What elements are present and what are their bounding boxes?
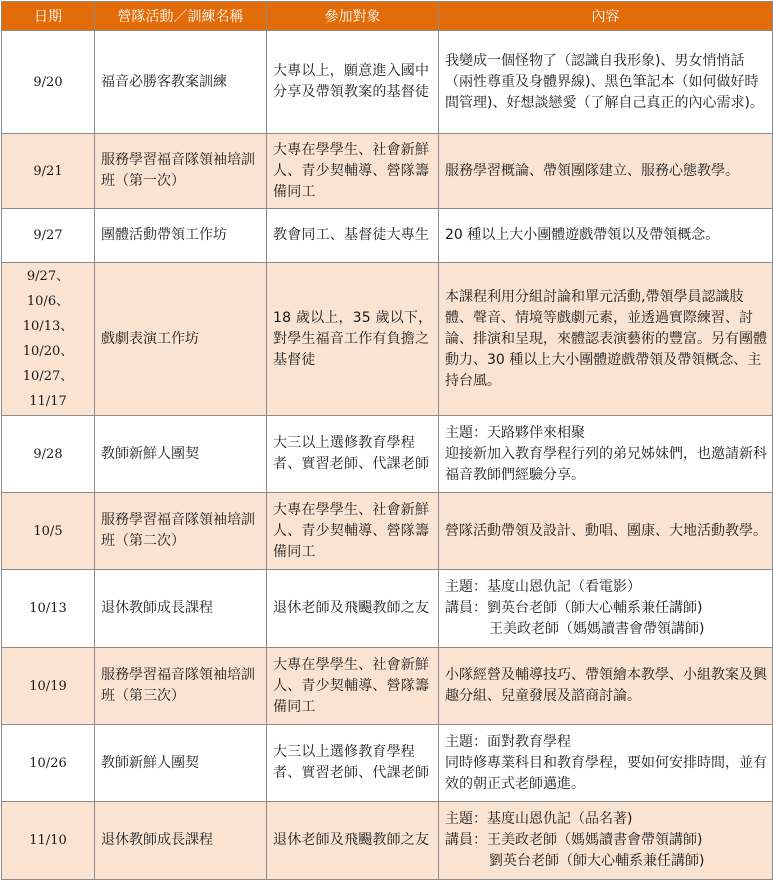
table-row	[2, 209, 773, 263]
content-line-indented: 劉英台老師（師大心輔系兼任講師)	[489, 853, 705, 869]
activity-name-cell: 退休教師成長課程	[95, 802, 267, 880]
date-text: 9/20	[33, 74, 63, 90]
content-line: 我變成一個怪物了（認識自我形象)、男女悄悄話（兩性尊重及身體界線)、黑色筆記本（如何做好時間管理)、好想談戀愛（了解自己真正的內心需求)。	[445, 52, 764, 111]
content-line: 20 種以上大小團體遊戲帶領以及帶領概念。	[445, 227, 720, 243]
content-cell	[439, 725, 773, 802]
target-cell: 大專在學學生、社會新鮮人、青少契輔導、營隊籌備同工	[267, 493, 439, 570]
activity-name-cell: 服務學習福音隊領袖培訓班（第三次）	[95, 648, 267, 725]
content-line: 主題：天路夥伴來相聚	[445, 424, 585, 441]
date-text: 11/17	[29, 394, 67, 409]
date-cell	[2, 209, 95, 263]
header-target: 參加對象	[267, 2, 439, 31]
date-cell	[2, 493, 95, 570]
content-line: 小隊經營及輔導技巧、帶領繪本教學、小組教案及興趣分組、兒童發展及諮商討論。	[445, 667, 767, 704]
date-text: 9/27	[33, 228, 63, 243]
date-cell	[2, 416, 95, 493]
date-text: 10/13	[29, 601, 67, 616]
date-cell	[2, 31, 95, 134]
table-row	[2, 31, 773, 134]
date-text: 9/21	[33, 163, 63, 179]
activity-name-cell: 團體活動帶領工作坊	[95, 209, 267, 263]
date-cell	[2, 570, 95, 648]
content-line: 營隊活動帶領及設計、動唱、團康、大地活動教學。	[445, 522, 767, 539]
date-cell	[2, 263, 95, 416]
table-row	[2, 802, 773, 880]
activity-name-cell: 福音必勝客教案訓練	[95, 31, 267, 134]
date-cell	[2, 134, 95, 209]
content-line: 迎接新加入教育學程行列的弟兄姊妹們，也邀請新科福音教師們經驗分享。	[445, 445, 767, 483]
content-cell	[439, 648, 773, 725]
table-row	[2, 493, 773, 570]
date-text: 9/28	[33, 446, 63, 462]
activity-name-cell: 服務學習福音隊領袖培訓班（第一次）	[95, 134, 267, 209]
activity-name-cell: 戲劇表演工作坊	[95, 263, 267, 416]
date-text: 10/5	[33, 523, 63, 539]
date-cell	[2, 725, 95, 802]
date-text: 10/13、	[22, 319, 74, 334]
date-text: 11/10	[29, 833, 67, 848]
date-cell	[2, 802, 95, 880]
activity-name-cell: 服務學習福音隊領袖培訓班（第二次）	[95, 493, 267, 570]
header-row	[2, 2, 773, 31]
content-cell	[439, 802, 773, 880]
content-line: 主題：基度山恩仇記（品名著)	[445, 811, 633, 827]
target-cell: 退休老師及飛颺教師之友	[267, 802, 439, 880]
content-line: 主題：面對教育學程	[445, 733, 571, 750]
table-row	[2, 263, 773, 416]
header-date: 日期	[2, 2, 95, 31]
activity-name-cell: 教師新鮮人團契	[95, 725, 267, 802]
date-text: 10/27、	[22, 369, 74, 384]
target-cell: 大專在學學生、社會新鮮人、青少契輔導、營隊籌備同工	[267, 648, 439, 725]
content-line: 講員：王美政老師（媽媽讀書會帶領講師)	[445, 832, 703, 848]
activity-schedule-table	[1, 1, 773, 880]
table-row	[2, 416, 773, 493]
header-activity-name: 營隊活動／訓練名稱	[95, 2, 267, 31]
content-line: 同時修專業科目和教育學程，要如何安排時間，並有效的朝正式老師邁進。	[445, 754, 767, 792]
target-cell: 18 歲以上，35 歲以下，對學生福音工作有負擔之基督徒	[267, 263, 439, 416]
activity-name-cell: 教師新鮮人團契	[95, 416, 267, 493]
content-line: 本課程利用分組討論和單元活動,帶領學員認識肢體、聲音、情境等戲劇元素，並透過實際練習、討論、排演和呈現，來體認表演藝術的豐富。另有團體動力、30 種以上大小團體遊戲帶領及帶領概念、主持台風。	[445, 288, 767, 389]
date-text: 10/20、	[22, 344, 74, 359]
content-cell	[439, 209, 773, 263]
target-cell: 退休老師及飛颺教師之友	[267, 570, 439, 648]
content-cell	[439, 263, 773, 416]
target-cell: 大三以上選修教育學程者、實習老師、代課老師	[267, 725, 439, 802]
content-cell	[439, 416, 773, 493]
header-content: 內容	[439, 2, 773, 31]
date-text: 9/27、	[26, 269, 70, 284]
content-cell	[439, 570, 773, 648]
date-text: 10/19	[29, 678, 67, 694]
table-row	[2, 134, 773, 209]
content-line: 講員：劉英台老師（師大心輔系兼任講師)	[445, 600, 703, 616]
activity-name-cell: 退休教師成長課程	[95, 570, 267, 648]
table-row	[2, 570, 773, 648]
content-line: 服務學習概論、帶領團隊建立、服務心態教學。	[445, 162, 739, 179]
content-line-indented: 王美政老師（媽媽讀書會帶領講師)	[489, 621, 705, 637]
table-row	[2, 725, 773, 802]
content-line: 主題：基度山恩仇記（看電影）	[445, 579, 641, 595]
content-cell	[439, 493, 773, 570]
date-cell	[2, 648, 95, 725]
content-cell	[439, 134, 773, 209]
table-row	[2, 648, 773, 725]
content-cell	[439, 31, 773, 134]
date-text: 10/26	[29, 755, 67, 771]
target-cell: 大三以上選修教育學程者、實習老師、代課老師	[267, 416, 439, 493]
target-cell: 大專在學學生、社會新鮮人、青少契輔導、營隊籌備同工	[267, 134, 439, 209]
date-text: 10/6、	[26, 294, 70, 309]
target-cell: 教會同工、基督徒大專生	[267, 209, 439, 263]
target-cell: 大專以上，願意進入國中分享及帶領教案的基督徒	[267, 31, 439, 134]
